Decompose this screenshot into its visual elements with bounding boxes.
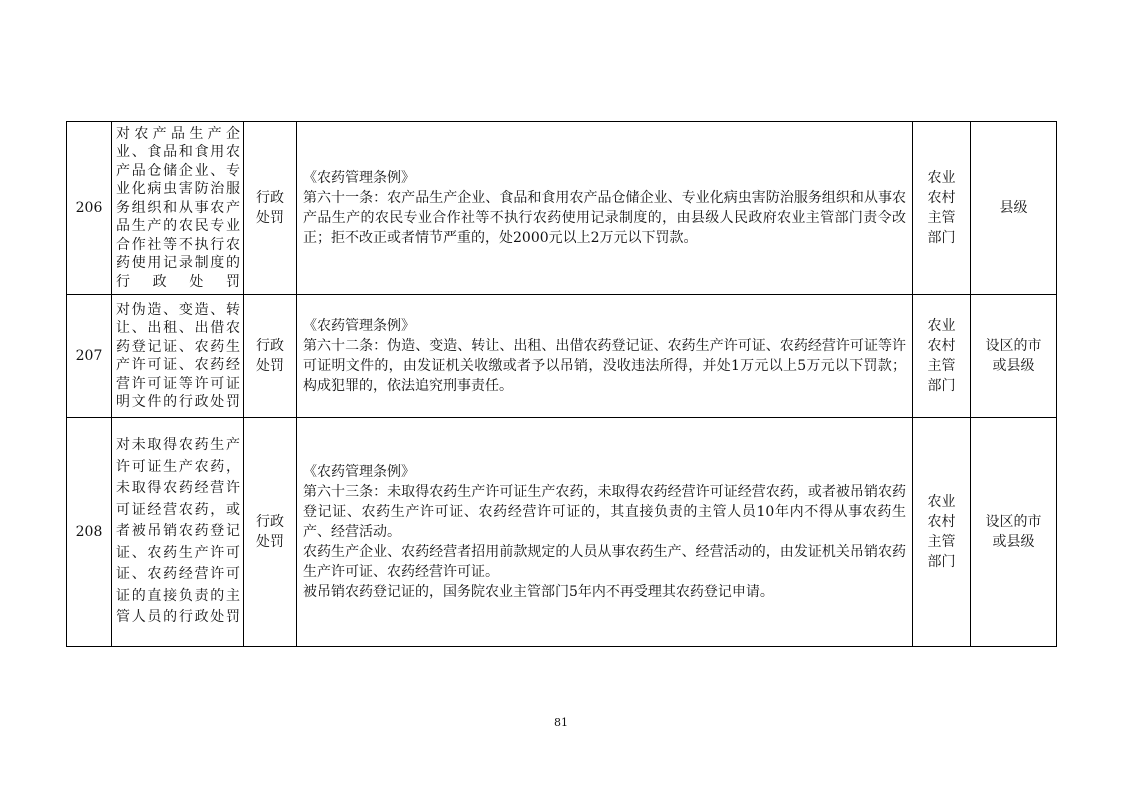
- legal-basis-paragraph: 第六十三条：未取得农药生产许可证生产农药，未取得农药经营许可证经营农药，或者被吊销农药登记证、农药生产许可证、农药经营许可证的，其直接负责的主管人员10年内不得从事农药生产、经营活动。: [303, 484, 906, 540]
- item-name: 对伪造、变造、转让、出租、出借农药登记证、农药生产许可证、农药经营许可证等许可证明文件的行政处罚: [112, 295, 244, 418]
- responsible-department: [913, 295, 971, 418]
- legal-basis-paragraph: 第六十一条：农产品生产企业、食品和食用农产品仓储企业、专业化病虫害防治服务组织和从事农产品生产的农民专业合作社等不执行农药使用记录制度的，由县级人民政府农业主管部门责令改正；拒不改正或者情节严重的，处2000元以上2万元以下罚款。: [303, 190, 906, 246]
- legal-basis-paragraph: 第六十二条：伪造、变造、转让、出租、出借农药登记证、农药生产许可证、农药经营许可证等许可证明文件的，由发证机关收缴或者予以吊销，没收违法所得，并处1万元以上5万元以下罚款；构成犯罪的，依法追究刑事责任。: [303, 338, 906, 394]
- legal-basis: [297, 295, 913, 418]
- penalty-type-text: 行政处罚: [256, 190, 284, 226]
- item-name: 对未取得农药生产许可证生产农药，未取得农药经营许可证经营农药，或者被吊销农药登记证、农药生产许可证、农药经营许可证的直接负责的主管人员的行政处罚: [112, 418, 244, 647]
- legal-basis: [297, 418, 913, 647]
- jurisdiction-level: [971, 418, 1057, 647]
- legal-basis-title: 《农药管理条例》: [303, 318, 415, 334]
- penalty-type: [244, 295, 297, 418]
- department-text: 农业农村主管部门: [927, 318, 956, 394]
- table-row: [67, 122, 1057, 295]
- responsible-department: [913, 418, 971, 647]
- legal-basis-paragraph: 农药生产企业、农药经营者招用前款规定的人员从事农药生产、经营活动的，由发证机关吊销农药生产许可证、农药经营许可证。: [303, 544, 906, 580]
- penalty-type: [244, 418, 297, 647]
- responsible-department: [913, 122, 971, 295]
- jurisdiction-level-text: 设区的市或县级: [985, 338, 1042, 374]
- penalty-type-text: 行政处罚: [256, 338, 284, 374]
- jurisdiction-level: [971, 295, 1057, 418]
- jurisdiction-level: 县级: [971, 122, 1057, 295]
- page-number: 81: [554, 716, 568, 729]
- jurisdiction-level-text: 设区的市或县级: [985, 514, 1042, 550]
- legal-basis-title: 《农药管理条例》: [303, 170, 415, 186]
- legal-basis: [297, 122, 913, 295]
- item-number: 206: [67, 122, 112, 295]
- legal-basis-title: 《农药管理条例》: [303, 464, 415, 480]
- item-name: 对农产品生产企业、食品和食用农产品仓储企业、专业化病虫害防治服务组织和从事农产品生产的农民专业合作社等不执行农药使用记录制度的行政处罚: [112, 122, 244, 295]
- legal-basis-paragraph: 被吊销农药登记证的，国务院农业主管部门5年内不再受理其农药登记申请。: [303, 584, 774, 600]
- penalty-type-text: 行政处罚: [256, 514, 284, 550]
- penalty-type: [244, 122, 297, 295]
- table-row: [67, 295, 1057, 418]
- department-text: 农业农村主管部门: [927, 170, 956, 246]
- penalty-table-container: [66, 121, 1056, 647]
- department-text: 农业农村主管部门: [927, 494, 956, 570]
- item-number: 207: [67, 295, 112, 418]
- item-number: 208: [67, 418, 112, 647]
- penalty-table: [66, 121, 1057, 647]
- table-row: [67, 418, 1057, 647]
